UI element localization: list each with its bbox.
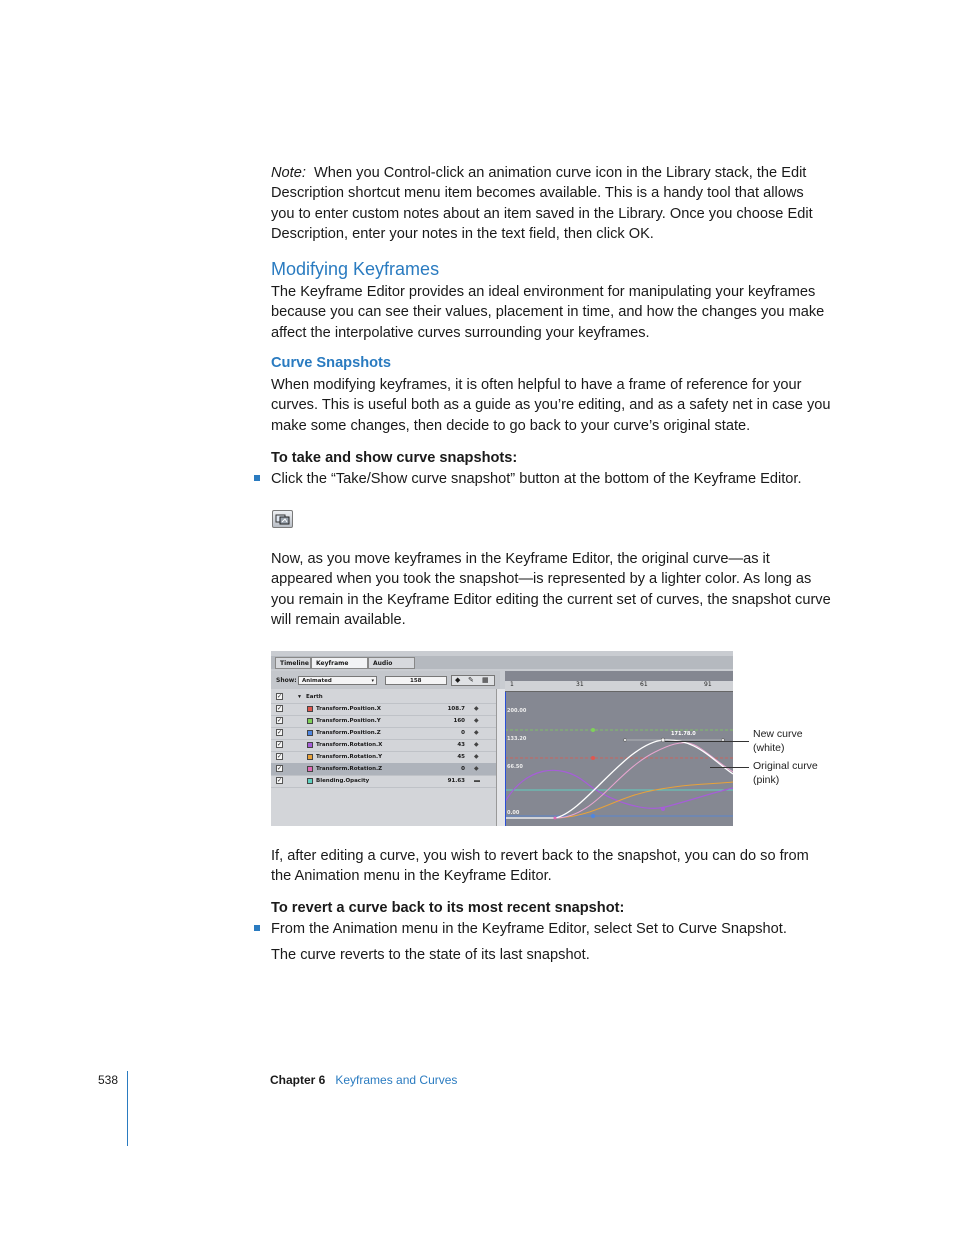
tab-timeline[interactable]: Timeline xyxy=(275,657,311,669)
color-swatch xyxy=(307,778,313,784)
param-name: Transform.Rotation.X xyxy=(316,742,383,748)
param-value[interactable]: 45 xyxy=(457,754,465,760)
task-step-take-snapshot: Click the “Take/Show curve snapshot” button at the bottom of the Keyframe Editor. xyxy=(271,471,802,487)
tab-audio-editor[interactable]: Audio xyxy=(368,657,415,669)
curve-graph[interactable] xyxy=(505,671,733,826)
tab-keyframe-editor[interactable]: Keyframe xyxy=(311,657,368,669)
y-axis-label: 133.20 xyxy=(507,736,527,742)
bullet-icon xyxy=(254,475,260,481)
task-result-revert: The curve reverts to the state of its last snapshot. xyxy=(271,947,590,963)
curves-svg xyxy=(505,692,733,826)
callout-original-curve: Original curve (pink) xyxy=(753,760,818,786)
pen-icon[interactable]: ✎ xyxy=(468,677,474,684)
enable-checkbox[interactable]: ✓ xyxy=(277,694,283,700)
y-axis-label: 0.00 xyxy=(507,810,520,816)
param-name: Transform.Position.X xyxy=(316,706,381,712)
enable-checkbox[interactable]: ✓ xyxy=(277,730,283,736)
keyframe-diamond-icon[interactable]: ◆ xyxy=(474,718,479,724)
ruler-tick-label: 91 xyxy=(704,681,712,688)
grid-icon[interactable]: ▦ xyxy=(482,677,489,684)
param-value[interactable]: 0 xyxy=(461,766,465,772)
enable-checkbox[interactable]: ✓ xyxy=(277,706,283,712)
section-heading: Modifying Keyframes xyxy=(271,259,440,279)
param-value[interactable]: 108.7 xyxy=(447,706,465,712)
callout-new-curve: New curve (white) xyxy=(753,728,803,754)
callout-line-original xyxy=(710,767,749,768)
after-button-paragraph: Now, as you move keyframes in the Keyframe Editor, the original curve—as it appeared when you took the snapshot—is represented by a lighter color. As long as you remain in the Keyframe Editor editing the current set of curves, the snapshot curve will remain available. xyxy=(271,551,831,629)
keyframe-diamond-icon[interactable]: ◆ xyxy=(474,742,479,748)
note-text: When you Control-click an animation curve icon in the Library stack, the Edit Description shortcut menu item becomes available. This is a handy tool that allows you to enter custom notes about an item saved in the Library. Once you choose Edit Description, enter your notes in the text field, then click OK. xyxy=(271,165,813,243)
color-swatch xyxy=(307,754,313,760)
curve-tools-buttons[interactable] xyxy=(451,675,495,686)
param-name: Transform.Position.Y xyxy=(316,718,381,724)
param-name: Blending.Opacity xyxy=(316,778,370,784)
color-swatch xyxy=(307,706,313,712)
take-show-snapshot-button-icon xyxy=(272,510,293,528)
task-step-revert: From the Animation menu in the Keyframe Editor, select Set to Curve Snapshot. xyxy=(271,921,787,937)
param-name: Transform.Rotation.Y xyxy=(316,754,383,760)
task-title-take-snapshot: To take and show curve snapshots: xyxy=(271,450,518,466)
color-swatch xyxy=(307,730,313,736)
enable-checkbox[interactable]: ✓ xyxy=(277,766,283,772)
subsection-heading: Curve Snapshots xyxy=(271,355,392,371)
frame-field[interactable]: 158 xyxy=(385,676,447,685)
disclosure-triangle-icon[interactable]: ▼ xyxy=(297,694,302,700)
time-ruler[interactable] xyxy=(505,681,733,692)
bullet-icon xyxy=(254,925,260,931)
param-name: Transform.Rotation.Z xyxy=(316,766,383,772)
param-value[interactable]: 0 xyxy=(461,730,465,736)
keyframe-diamond-icon[interactable]: ◆ xyxy=(474,754,479,760)
color-swatch xyxy=(307,742,313,748)
keyframe-diamond-icon[interactable]: ◆ xyxy=(474,706,479,712)
keyframe-diamond-icon[interactable]: ◆ xyxy=(474,766,479,772)
note-paragraph xyxy=(271,163,831,245)
footer-rule xyxy=(127,1071,128,1146)
show-label: Show: xyxy=(276,677,297,684)
page-number: 538 xyxy=(98,1073,119,1087)
ruler-tick-label: 61 xyxy=(640,681,648,688)
keyframe-diamond-icon[interactable]: ◆ xyxy=(474,730,479,736)
ruler-tick-label: 31 xyxy=(576,681,584,688)
chapter-title: Keyframes and Curves xyxy=(335,1073,458,1087)
parameter-list xyxy=(271,689,496,826)
tab-bar xyxy=(271,656,733,669)
chevron-down-icon: ▾ xyxy=(371,678,374,684)
color-swatch xyxy=(307,766,313,772)
keyframe-value-label: 171.78.0 xyxy=(671,731,696,737)
param-value[interactable]: 160 xyxy=(453,718,465,724)
show-dropdown[interactable]: Animated ▾ xyxy=(298,676,377,685)
list-scrollbar[interactable] xyxy=(496,689,505,826)
color-swatch xyxy=(307,718,313,724)
note-label: Note: xyxy=(271,165,306,181)
ruler-tick-label: 1 xyxy=(510,681,514,688)
param-name: Transform.Position.Z xyxy=(316,730,381,736)
keyframe-dash-icon[interactable]: ▬ xyxy=(474,778,480,784)
enable-checkbox[interactable]: ✓ xyxy=(277,778,283,784)
param-value[interactable]: 43 xyxy=(457,742,465,748)
footer-chapter xyxy=(270,1073,457,1087)
y-axis-label: 66.50 xyxy=(507,764,523,770)
enable-checkbox[interactable]: ✓ xyxy=(277,718,283,724)
param-value[interactable]: 91.63 xyxy=(447,778,465,784)
callout-line-new xyxy=(665,741,749,742)
y-axis-label: 200.00 xyxy=(507,708,527,714)
enable-checkbox[interactable]: ✓ xyxy=(277,742,283,748)
table-row[interactable] xyxy=(271,775,496,788)
task-title-revert: To revert a curve back to its most recent snapshot: xyxy=(271,900,625,916)
chapter-label: Chapter 6 xyxy=(270,1073,326,1087)
keyframe-editor-screenshot xyxy=(271,651,733,826)
subsection-body: When modifying keyframes, it is often helpful to have a frame of reference for your curves. This is useful both as a guide as you’re editing, and as a safety net in case you make some changes, then decide to go back to your curve’s original state. xyxy=(271,377,831,434)
editor-toolbar xyxy=(271,671,500,690)
group-name: Earth xyxy=(306,694,323,700)
enable-checkbox[interactable]: ✓ xyxy=(277,754,283,760)
add-keyframe-icon[interactable]: ◆ xyxy=(455,677,461,684)
section-intro: The Keyframe Editor provides an ideal environment for manipulating your keyframes because you can see their values, placement in time, and how the changes you make affect the interpolative curves surrounding your keyframes. xyxy=(271,284,825,341)
after-screenshot-paragraph: If, after editing a curve, you wish to revert back to the snapshot, you can do so from the Animation menu in the Keyframe Editor. xyxy=(271,848,809,885)
